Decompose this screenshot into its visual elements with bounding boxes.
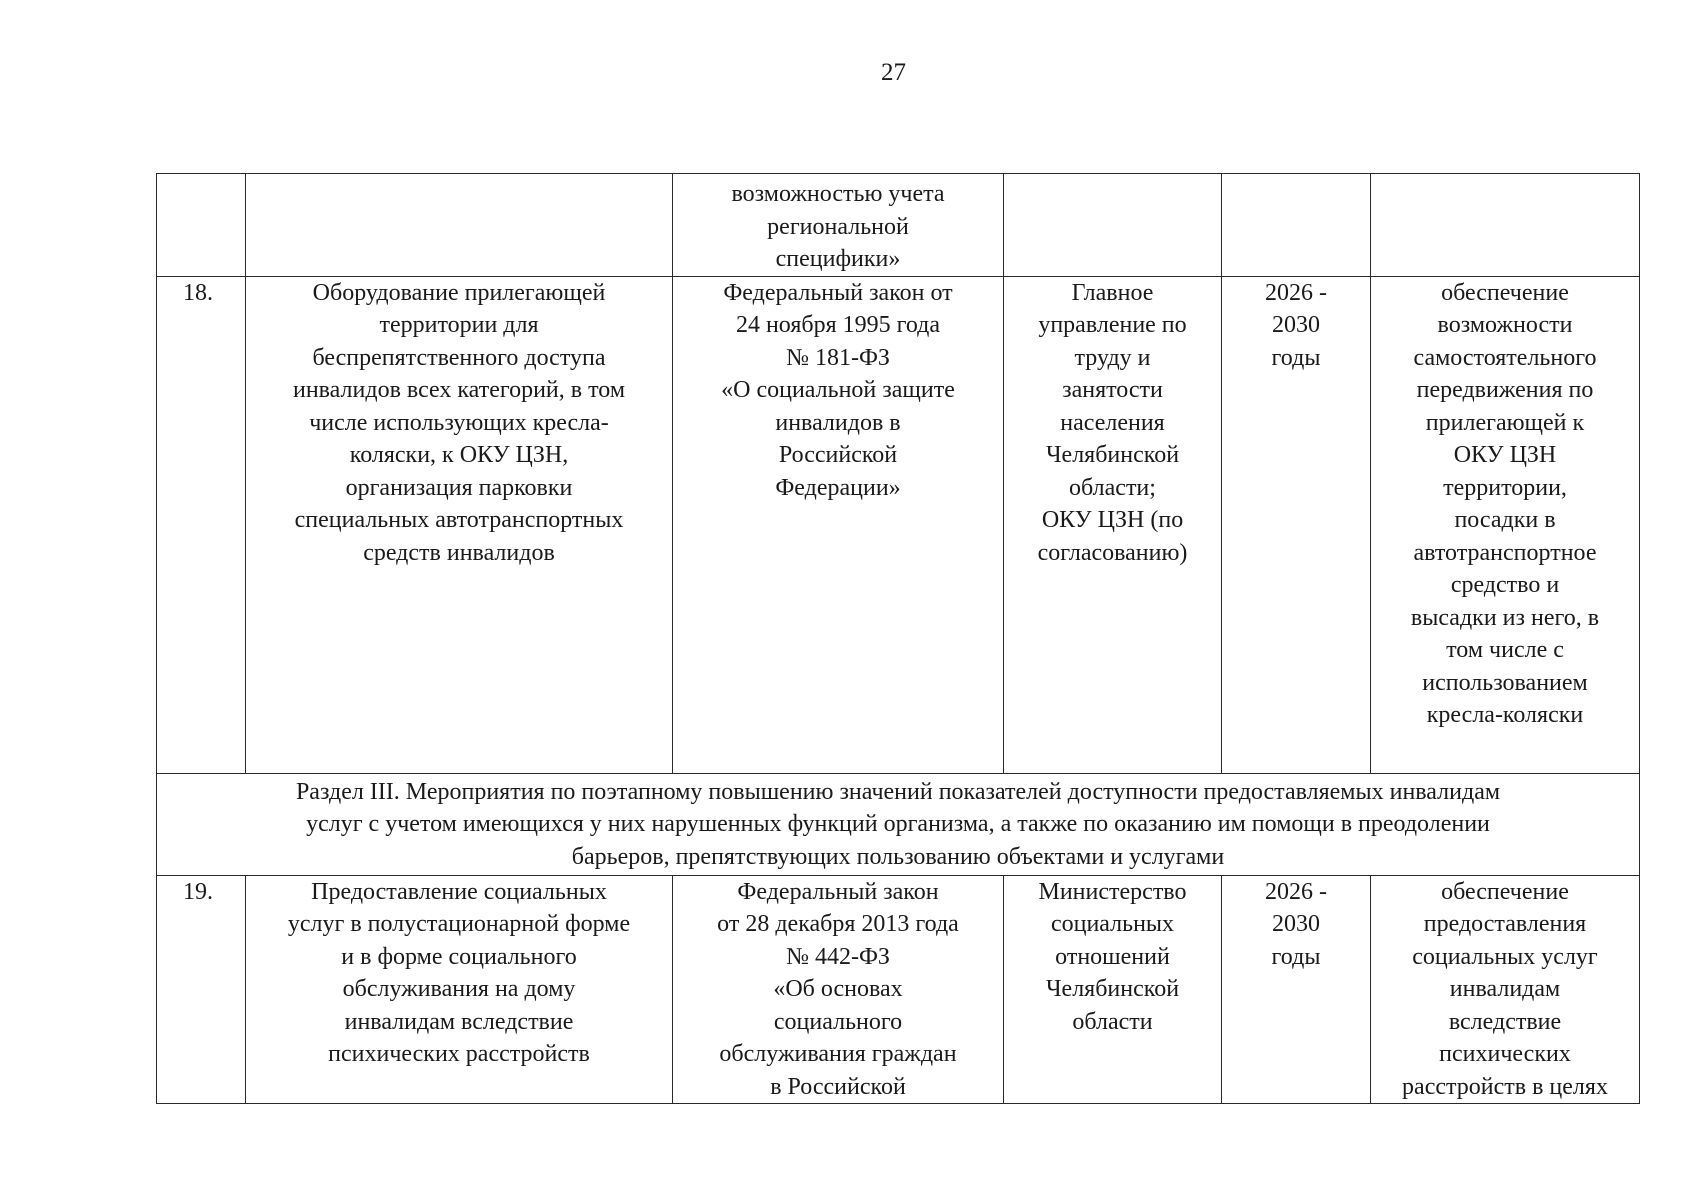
text-line: числе использующих кресла-	[309, 409, 609, 436]
section-header-row	[157, 773, 1640, 875]
text-line: автотранспортное	[1413, 539, 1597, 566]
text-line: обслуживания на дому	[342, 976, 576, 1002]
text-line: Оборудование прилегающей	[312, 279, 606, 306]
text-line: посадки в	[1454, 507, 1556, 533]
cell-number	[157, 174, 246, 277]
text-line: предоставления	[1423, 911, 1587, 937]
text-line: 2026 -	[1265, 878, 1327, 905]
text-line: специальных автотранспортных	[294, 507, 624, 533]
text-line: вследствие	[1448, 1008, 1562, 1035]
text-line: беспрепятственного доступа	[312, 344, 606, 371]
text-line: региональной	[767, 213, 909, 240]
text-line: Федеральный закон от	[723, 279, 953, 306]
cell-legal-basis	[673, 174, 1004, 277]
text-line: организация парковки	[345, 474, 573, 501]
cell-result	[1371, 875, 1640, 1104]
text-line: обслуживания граждан	[719, 1041, 957, 1067]
cell-period	[1222, 276, 1371, 773]
text-line: годы	[1271, 344, 1321, 371]
text-line: Министерство	[1038, 878, 1187, 905]
text-line: социальных	[1050, 911, 1175, 937]
text-line: передвижения по	[1416, 377, 1594, 403]
text-line: годы	[1271, 943, 1321, 970]
cell-measure	[246, 276, 673, 773]
text-line: труду и	[1074, 344, 1151, 371]
cell-result	[1371, 174, 1640, 277]
text-line: инвалидам вследствие	[344, 1008, 574, 1035]
text-line: Челябинской	[1045, 976, 1180, 1002]
text-line: Федеральный закон	[737, 878, 939, 905]
cell-responsible	[1004, 875, 1222, 1104]
text-line: обеспечение	[1441, 279, 1569, 306]
text-line: использованием	[1422, 669, 1588, 696]
text-line: Российской	[778, 442, 898, 468]
text-line: специфики»	[775, 246, 901, 272]
text-line: ОКУ ЦЗН (по	[1041, 507, 1184, 533]
text-line: и в форме социального	[341, 943, 577, 970]
text-line: области;	[1069, 474, 1156, 501]
table-row-19	[157, 875, 1640, 1104]
text-line: управление по	[1038, 312, 1187, 338]
text-line: ОКУ ЦЗН	[1453, 442, 1557, 468]
text-line: отношений	[1055, 943, 1170, 970]
text-line: инвалидов в	[775, 409, 901, 436]
text-line: том числе с	[1446, 637, 1564, 663]
text-line: Челябинской	[1045, 442, 1180, 468]
cell-period	[1222, 174, 1371, 277]
text-line: высадки из него, в	[1410, 604, 1600, 631]
text-line: средств инвалидов	[363, 539, 555, 566]
text-line: коляски, к ОКУ ЦЗН,	[349, 442, 569, 468]
cell-number: 18.	[157, 276, 246, 773]
text-line: № 442-ФЗ	[786, 943, 890, 970]
text-line: области	[1072, 1008, 1153, 1035]
text-line: самостоятельного	[1413, 344, 1597, 371]
text-line: социального	[773, 1008, 903, 1035]
text-line: 24 ноября 1995 года	[735, 312, 941, 338]
text-line: возможностью учета	[731, 181, 945, 207]
cell-responsible	[1004, 174, 1222, 277]
text-line: 2030	[1272, 911, 1320, 937]
cell-number: 19.	[157, 875, 246, 1104]
cell-result	[1371, 276, 1640, 773]
table-row-18	[157, 276, 1640, 773]
text-line: 2026 -	[1265, 279, 1327, 306]
page-number: 27	[881, 59, 906, 86]
text-line: кресла-коляски	[1426, 702, 1584, 728]
cell-responsible	[1004, 276, 1222, 773]
cell-period	[1222, 875, 1371, 1104]
text-line: Главное	[1071, 279, 1154, 306]
text-line: психических расстройств	[328, 1041, 590, 1067]
text-line: занятости	[1062, 377, 1163, 403]
text-line: психических	[1439, 1041, 1571, 1067]
text-line: услуг с учетом имеющихся у них нарушенных функций организма, а также по оказанию им помощи в преодолении	[306, 811, 1490, 837]
text-line: в Российской	[770, 1073, 906, 1100]
text-line: инвалидов всех категорий, в том	[292, 377, 626, 403]
text-line: барьеров, препятствующих пользованию объектами и услугами	[571, 843, 1225, 870]
text-line: расстройств в целях	[1402, 1073, 1608, 1100]
text-line: от 28 декабря 2013 года	[717, 911, 959, 937]
text-line: территории для	[379, 312, 539, 338]
text-line: прилегающей к	[1425, 409, 1585, 436]
text-line: обеспечение	[1441, 878, 1569, 905]
text-line: социальных услуг	[1412, 943, 1598, 970]
cell-legal-basis	[673, 276, 1004, 773]
section-3-heading	[157, 773, 1640, 875]
cell-measure	[246, 875, 673, 1104]
text-line: населения	[1060, 409, 1165, 436]
text-line: Раздел III. Мероприятия по поэтапному повышению значений показателей доступности предоставляемых инвалидам	[295, 778, 1501, 805]
text-line: «О социальной защите	[721, 377, 955, 403]
cell-legal-basis	[673, 875, 1004, 1104]
text-line: «Об основах	[773, 976, 903, 1002]
text-line: услуг в полустационарной форме	[287, 911, 631, 937]
text-line: 2030	[1272, 312, 1320, 338]
text-line: Предоставление социальных	[311, 878, 607, 905]
text-line: Федерации»	[775, 474, 901, 501]
text-line: № 181-ФЗ	[786, 344, 890, 371]
text-line: инвалидам	[1449, 976, 1561, 1002]
measures-table	[156, 173, 1640, 1104]
text-line: согласованию)	[1037, 539, 1188, 566]
text-line: средство и	[1450, 572, 1560, 598]
text-line: территории,	[1443, 474, 1567, 501]
cell-measure	[246, 174, 673, 277]
text-line: возможности	[1437, 312, 1573, 338]
table-row-continuation	[157, 174, 1640, 277]
